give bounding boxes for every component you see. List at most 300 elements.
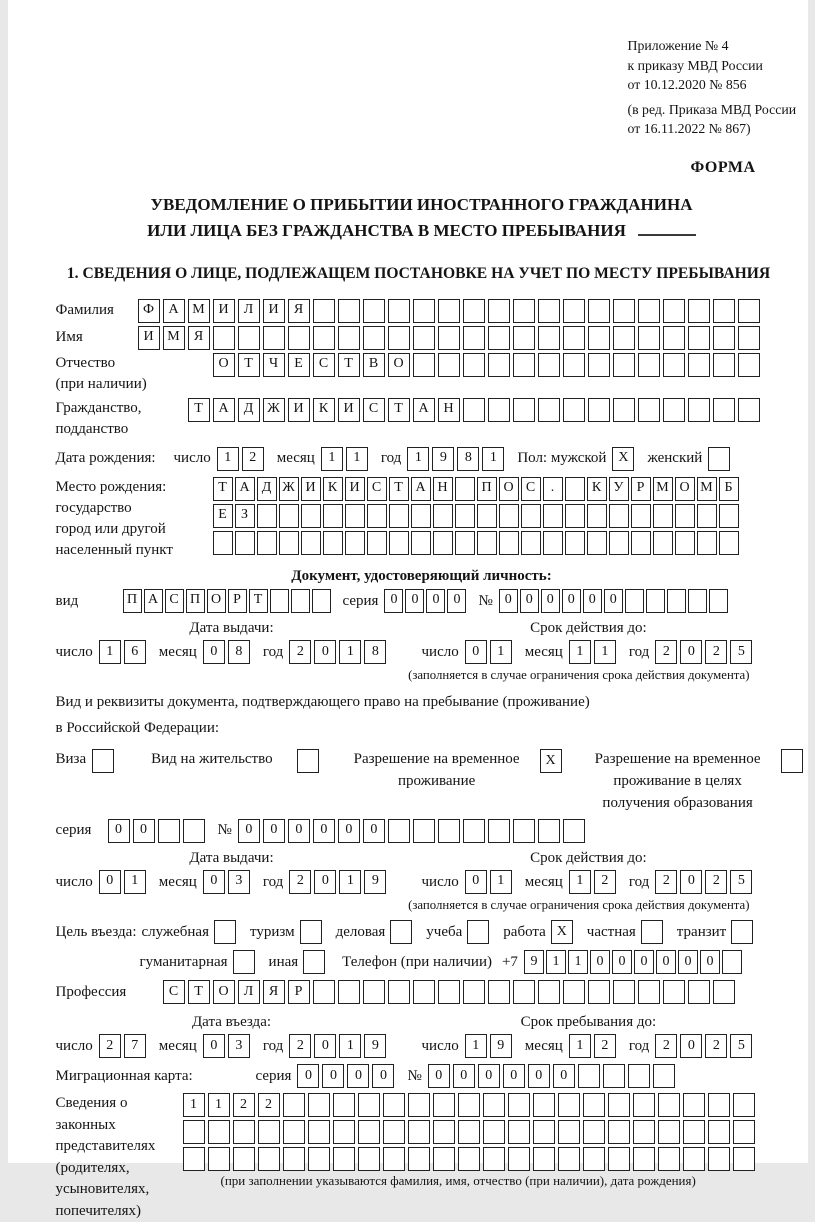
form-cell [633,1147,655,1171]
form-cell [633,1120,655,1144]
stay-doc-issue-year-cells [289,870,389,894]
doc-issue-year-cells [289,640,389,664]
form-cell [263,326,285,350]
form-cell: 2 [655,640,677,664]
stay-doc-valid-day-label: число [422,872,459,892]
birth-year-cells [407,447,507,471]
form-cell: 1 [339,640,361,664]
edu-permit-label-line1: Разрешение на временное [583,749,773,771]
form-cell [383,1120,405,1144]
form-cell [738,326,760,350]
section1-heading: 1. СВЕДЕНИЯ О ЛИЦЕ, ПОДЛЕЖАЩЕМ ПОСТАНОВКЕ НА УЧЕТ ПО МЕСТУ ПРЕБЫВАНИЯ [50,263,788,284]
form-cell [297,749,319,773]
doc-series-label: серия [343,591,379,611]
form-cell [663,980,685,1004]
form-cell: 9 [490,1034,512,1058]
form-cell: 0 [604,589,623,613]
identity-doc-row [56,589,788,613]
doc-type-label: вид [56,591,123,611]
identity-doc-heading: Документ, удостоверяющий личность: [56,566,788,586]
patronymic-label-line2: (при наличии) [56,374,213,395]
form-cell: 0 [313,819,335,843]
stay-doc-valid-note: (заполняется в случае ограничения срока действия документа) [56,897,750,914]
form-cell [578,1064,600,1088]
form-cell [738,353,760,377]
form-cell [463,398,485,422]
form-cell: 0 [405,589,424,613]
form-cell [658,1147,680,1171]
form-cell: С [165,589,184,613]
form-cell: Т [389,477,409,501]
entry-date-heading: Дата въезда: [56,1012,408,1032]
representatives-row2-cells [183,1120,758,1144]
doc-valid-month-label: месяц [525,642,563,662]
form-cell [383,1147,405,1171]
form-cell [408,1093,430,1117]
form-cell [658,1093,680,1117]
form-cell [508,1120,530,1144]
form-cell [233,1147,255,1171]
form-cell [588,398,610,422]
entry-date-fields [56,1034,408,1058]
form-cell [508,1093,530,1117]
form-cell [583,1120,605,1144]
form-cell: 1 [569,1034,591,1058]
doc-valid-month-cells [569,640,619,664]
form-cell [279,531,299,555]
citizenship-label-line2: подданство [56,419,188,440]
stay-doc-dates [56,848,788,894]
form-cell: 1 [407,447,429,471]
form-cell: И [288,398,310,422]
form-cell: 8 [457,447,479,471]
form-cell [283,1147,305,1171]
form-cell [438,326,460,350]
form-cell [488,819,510,843]
form-cell: 1 [490,640,512,664]
sex-female-label: женский [647,448,702,468]
form-cell: Е [288,353,310,377]
purpose-business-checkbox [390,920,415,944]
form-cell [455,504,475,528]
form-cell [638,980,660,1004]
form-cell [688,326,710,350]
identity-doc-dates [56,618,788,664]
form-cell [708,447,730,471]
birth-place-label [56,477,213,561]
form-cell [713,299,735,323]
form-cell: С [313,353,335,377]
form-cell: 3 [228,1034,250,1058]
entry-month-label: месяц [159,1036,197,1056]
stay-doc-issue-day-cells [99,870,149,894]
sex-male-checkbox [612,447,637,471]
form-cell [513,980,535,1004]
stay-doc-number-cells [238,819,588,843]
stay-until-month-cells [569,1034,619,1058]
form-cell [303,950,325,974]
phone-prefix: +7 [502,952,518,972]
form-cell [411,531,431,555]
form-cell: 0 [203,1034,225,1058]
form-cell: 0 [700,950,720,974]
birth-day-cells [217,447,267,471]
form-cell: 0 [133,819,155,843]
form-cell [499,504,519,528]
form-cell [563,980,585,1004]
form-cell [367,531,387,555]
stay-doc-issue-day-label: число [56,872,93,892]
form-cell [433,1093,455,1117]
form-cell [483,1147,505,1171]
form-cell [411,504,431,528]
form-cell: М [653,477,673,501]
title-blank-underline [638,234,696,236]
migration-series-label: серия [256,1066,292,1086]
birth-date-label: Дата рождения: [56,448,174,468]
form-cell [603,1064,625,1088]
form-cell: О [675,477,695,501]
name-row [56,326,788,350]
form-cell: 0 [583,589,602,613]
form-cell [683,1093,705,1117]
form-cell [257,531,277,555]
migration-number-label: № [407,1066,421,1086]
form-cell [608,1147,630,1171]
form-cell: 0 [314,870,336,894]
form-cell: 1 [124,870,146,894]
form-cell: 0 [528,1064,550,1088]
stay-doc-intro-line1: Вид и реквизиты документа, подтверждающего право на пребывание (проживание) [56,690,788,716]
form-cell [301,531,321,555]
form-cell [388,299,410,323]
form-cell: 6 [124,640,146,664]
purpose-humanitarian-checkbox [233,950,258,974]
form-cell: 0 [203,870,225,894]
form-cell [301,504,321,528]
form-cell: Д [257,477,277,501]
form-cell [413,299,435,323]
birth-place-row3-cells [213,531,741,555]
form-cell [383,1093,405,1117]
form-cell: 0 [656,950,676,974]
form-cell [463,353,485,377]
form-cell [413,980,435,1004]
form-cell [675,531,695,555]
form-cell [688,589,707,613]
form-cell [308,1147,330,1171]
form-cell [213,326,235,350]
ref-edition-line: (в ред. Приказа МВД России [628,100,815,120]
form-cell [521,504,541,528]
visa-label: Виза [56,749,87,769]
form-title [56,192,788,243]
arrival-notification-form [8,0,808,1163]
stay-doc-valid-day-cells [465,870,515,894]
form-cell [483,1120,505,1144]
stay-until-year-cells [655,1034,755,1058]
stay-doc-issue-month-label: месяц [159,872,197,892]
phone-label: Телефон (при наличии) [342,952,492,972]
doc-issue-day-label: число [56,642,93,662]
form-cell [733,1120,755,1144]
form-cell [608,1093,630,1117]
form-cell [709,589,728,613]
form-cell: О [213,980,235,1004]
phone-cells [524,950,744,974]
birth-place-row1-cells [213,477,741,501]
form-cell: А [411,477,431,501]
form-cell [208,1147,230,1171]
form-cell [363,326,385,350]
patronymic-row [56,353,788,395]
form-cell: 9 [432,447,454,471]
form-cell [587,531,607,555]
form-cell: 7 [124,1034,146,1058]
form-cell: Т [238,353,260,377]
form-cell: 2 [705,870,727,894]
form-cell: 1 [465,1034,487,1058]
form-cell: 0 [108,819,130,843]
purpose-humanitarian-label: гуманитарная [140,952,228,972]
form-cell [467,920,489,944]
edu-permit-label [583,749,773,814]
form-cell: Д [238,398,260,422]
form-cell [658,1120,680,1144]
form-cell: В [363,353,385,377]
form-cell [613,980,635,1004]
form-cell: 0 [680,1034,702,1058]
form-cell [313,326,335,350]
entry-year-cells [289,1034,389,1058]
form-cell: Е [213,504,233,528]
form-cell [688,980,710,1004]
purpose-tourism-checkbox [300,920,325,944]
form-cell [722,950,742,974]
form-cell: 2 [594,1034,616,1058]
form-cell: Н [438,398,460,422]
form-cell: 2 [289,1034,311,1058]
form-cell [358,1093,380,1117]
ref-edition-line: от 16.11.2022 № 867) [628,119,815,139]
temp-permit-checkbox [540,749,565,773]
form-cell [408,1120,430,1144]
form-cell [683,1120,705,1144]
form-cell: 0 [465,870,487,894]
form-cell [388,980,410,1004]
form-cell: 1 [208,1093,230,1117]
profession-cells [163,980,738,1004]
form-cell [558,1120,580,1144]
form-cell [533,1147,555,1171]
form-cell [697,531,717,555]
form-cell [513,353,535,377]
patronymic-label-line1: Отчество [56,353,213,374]
form-cell [208,1120,230,1144]
form-cell [214,920,236,944]
form-cell [291,589,310,613]
form-cell: X [540,749,562,773]
form-cell: 0 [680,870,702,894]
form-cell [92,749,114,773]
form-cell: И [263,299,285,323]
form-cell: К [313,398,335,422]
form-cell: Л [238,299,260,323]
stay-doc-valid-fields [422,870,756,894]
representatives-label-line2: законных [56,1115,183,1137]
purpose-study-checkbox [467,920,492,944]
birth-place-label-line4: населенный пункт [56,540,213,561]
form-cell: 2 [705,640,727,664]
form-cell: Р [631,477,651,501]
form-cell [345,504,365,528]
visa-checkbox [92,749,117,773]
forma-label: ФОРМА [56,157,756,179]
form-cell: У [609,477,629,501]
form-cell [688,353,710,377]
form-cell [333,1120,355,1144]
form-cell [708,1147,730,1171]
form-cell [588,299,610,323]
form-cell: С [363,398,385,422]
order-reference [628,36,815,139]
form-cell [583,1147,605,1171]
stay-doc-valid-group [422,848,756,894]
purpose-official-label: служебная [141,922,209,942]
citizenship-row [56,398,788,440]
temp-permit-label [344,749,530,793]
birth-month-label: месяц [277,448,315,468]
form-cell [367,504,387,528]
form-cell [565,504,585,528]
form-cell [433,504,453,528]
form-cell [183,1120,205,1144]
form-cell [513,326,535,350]
stay-doc-number-label: № [218,820,232,840]
stay-doc-options [56,749,788,814]
form-cell [499,531,519,555]
purpose-row2 [140,950,788,974]
form-cell: Ж [279,477,299,501]
stay-until-month-label: месяц [525,1036,563,1056]
form-cell [628,1064,650,1088]
doc-valid-heading: Срок действия до: [422,618,756,638]
form-cell: 0 [499,589,518,613]
birth-month-cells [321,447,371,471]
doc-valid-year-cells [655,640,755,664]
birth-day-label: число [174,448,211,468]
stay-doc-valid-year-cells [655,870,755,894]
citizenship-label [56,398,188,440]
form-cell [389,531,409,555]
form-cell: Т [188,980,210,1004]
form-cell: 0 [562,589,581,613]
form-cell [389,504,409,528]
form-cell: 0 [203,640,225,664]
form-cell [213,531,233,555]
doc-issue-month-label: месяц [159,642,197,662]
stay-doc-issue-fields [56,870,408,894]
form-cell [458,1147,480,1171]
form-cell: К [587,477,607,501]
entry-month-cells [203,1034,253,1058]
form-cell [521,531,541,555]
form-cell: 9 [364,1034,386,1058]
patronymic-cells [213,353,763,377]
form-cell [646,589,665,613]
form-cell [713,353,735,377]
form-cell: Я [188,326,210,350]
form-cell: 1 [594,640,616,664]
form-cell: 2 [258,1093,280,1117]
form-cell [288,326,310,350]
form-cell [508,1147,530,1171]
form-title-line2-wrap [56,218,788,244]
form-cell: И [138,326,160,350]
form-cell [338,299,360,323]
form-cell: 0 [465,640,487,664]
temp-permit-label-line1: Разрешение на временное [344,749,530,771]
form-cell [463,819,485,843]
form-cell [463,980,485,1004]
form-cell: 0 [426,589,445,613]
purpose-study-label: учеба [426,922,462,942]
form-cell [588,326,610,350]
form-cell: С [367,477,387,501]
form-cell [565,477,585,501]
form-cell: А [213,398,235,422]
sex-male-label: Пол: мужской [517,448,606,468]
form-cell: П [123,589,142,613]
form-cell [488,353,510,377]
form-cell [708,1093,730,1117]
form-cell: З [235,504,255,528]
form-cell [675,504,695,528]
form-cell [455,531,475,555]
form-cell: 0 [590,950,610,974]
form-cell: О [499,477,519,501]
form-cell: Я [288,299,310,323]
form-cell [513,299,535,323]
form-cell [638,326,660,350]
doc-issue-month-cells [203,640,253,664]
form-cell [323,504,343,528]
form-cell [413,326,435,350]
form-cell [438,980,460,1004]
entry-day-cells [99,1034,149,1058]
form-cell [667,589,686,613]
form-cell [438,353,460,377]
purpose-official-checkbox [214,920,239,944]
form-cell [638,398,660,422]
form-cell: О [207,589,226,613]
form-cell: 0 [634,950,654,974]
residence-permit-checkbox [297,749,322,773]
form-cell [388,819,410,843]
representatives-label-line3: представителях [56,1136,183,1158]
form-cell: Т [338,353,360,377]
form-cell [653,504,673,528]
form-cell [312,589,331,613]
form-cell [333,1093,355,1117]
form-cell [613,353,635,377]
purpose-transit-label: транзит [677,922,726,942]
form-cell: М [697,477,717,501]
form-cell [653,1064,675,1088]
form-cell [358,1147,380,1171]
form-cell: 1 [217,447,239,471]
purpose-row [56,920,788,944]
